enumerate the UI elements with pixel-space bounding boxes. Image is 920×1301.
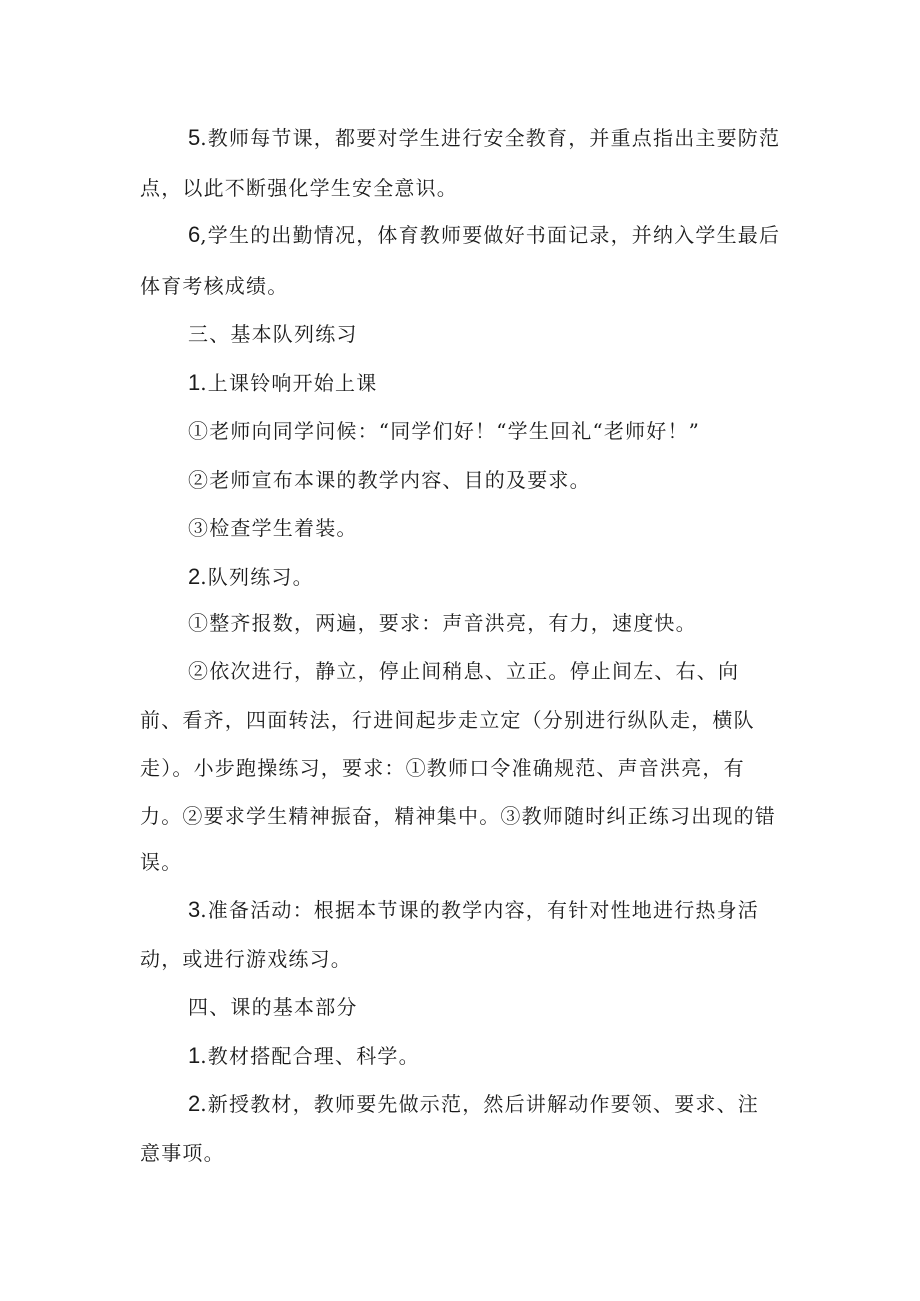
paragraph-text: ①整齐报数，两遍，要求：声音洪亮，有力，速度快。 [188,611,697,635]
sub-item-1 [188,417,700,445]
sub-item-2-line-1 [188,657,739,685]
sub-item-2-line-2 [140,706,755,734]
paragraph-text: 动，或进行游戏练习。 [140,947,352,971]
paragraph-text: ②老师宣布本课的教学内容、目的及要求。 [188,468,591,492]
item-number: 2 [188,1091,201,1116]
sub-item-2-line-5 [140,848,182,876]
paragraph-text: .教材搭配合理、科学。 [200,1044,420,1068]
section-heading-text: 三、基本队列练习 [188,322,358,346]
item-number: 6 [188,222,201,247]
list-item-1 [188,369,377,397]
paragraph-text: .教师每节课，都要对学生进行安全教育，并重点指出主要防范 [200,126,781,150]
paragraph-text: 走）。小步跑操练习，要求：①教师口令准确规范、声音洪亮，有 [140,756,745,780]
paragraph-text: ①老师向同学问候：“同学们好！“学生回礼“老师好！” [188,419,701,443]
paragraph-text: 前、看齐，四面转法，行进间起步走立定（分别进行纵队走，横队 [140,708,755,732]
item-number: 1 [188,370,201,395]
sub-item-1 [188,609,697,637]
paragraph-text: ,学生的出勤情况，体育教师要做好书面记录，并纳入学生最后 [200,223,781,247]
paragraph-text: .队列练习。 [200,565,314,589]
item-number: 2 [188,564,201,589]
list-item-2 [188,563,314,591]
paragraph-text: 体育考核成绩。 [140,274,289,298]
paragraph-5-line-2 [140,174,458,202]
paragraph-6-line-1 [188,221,780,249]
paragraph-text: 误。 [140,850,183,874]
sub-item-2 [188,466,591,494]
sub-item-2-line-4 [140,802,776,830]
paragraph-text: .新授教材，教师要先做示范，然后讲解动作要领、要求、注 [200,1092,760,1116]
sub-item-3 [188,514,358,542]
paragraph-text: 意事项。 [140,1141,225,1165]
list-item-2-line-1 [188,1090,759,1118]
paragraph-text: .准备活动：根据本节课的教学内容，有针对性地进行热身活 [200,898,760,922]
list-item-1 [188,1042,420,1070]
sub-item-2-line-3 [140,754,745,782]
list-item-3-line-1 [188,896,759,924]
paragraph-text: .上课铃响开始上课 [200,371,378,395]
item-number: 5 [188,125,201,150]
item-number: 1 [188,1043,201,1068]
paragraph-text: ②依次进行，静立，停止间稍息、立正。停止间左、右、向 [188,659,740,683]
section-heading-3 [188,320,358,348]
list-item-2-line-2 [140,1139,225,1167]
paragraph-text: 力。②要求学生精神振奋，精神集中。③教师随时纠正练习出现的错 [140,804,776,828]
list-item-3-line-2 [140,945,352,973]
section-heading-4 [188,993,358,1021]
paragraph-6-line-2 [140,272,288,300]
section-heading-text: 四、课的基本部分 [188,995,358,1019]
item-number: 3 [188,897,201,922]
paragraph-text: 点，以此不断强化学生安全意识。 [140,176,458,200]
paragraph-5-line-1 [188,124,780,152]
paragraph-text: ③检查学生着装。 [188,516,358,540]
